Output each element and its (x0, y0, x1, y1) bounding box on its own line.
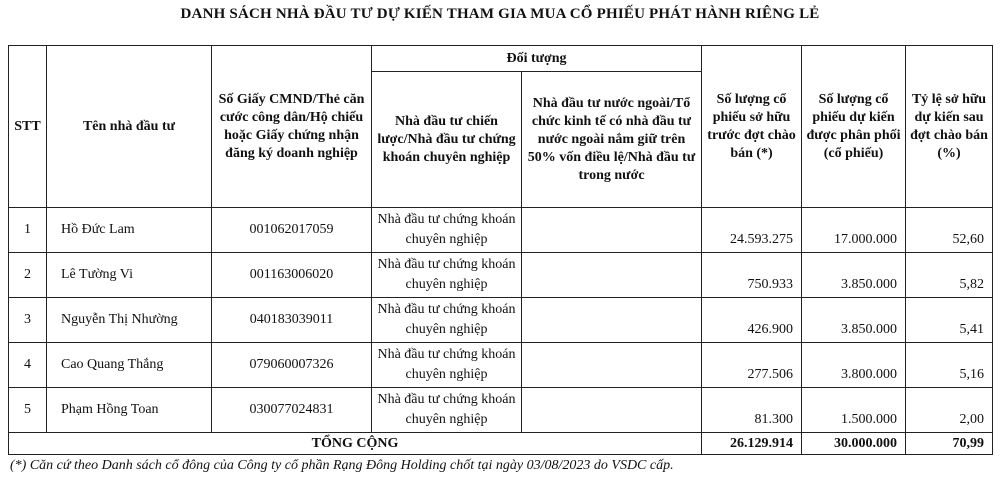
header-strategic: Nhà đầu tư chiến lược/Nhà đầu tư chứng khoán chuyên nghiệp (372, 72, 522, 208)
table-row (9, 388, 993, 433)
total-row (9, 433, 993, 455)
cell-type: Nhà đầu tư chứng khoán chuyên nghiệp (372, 298, 522, 343)
cell-id: 030077024831 (212, 388, 372, 433)
cell-id: 079060007326 (212, 343, 372, 388)
total-allocated: 30.000.000 (802, 433, 906, 455)
cell-before: 277.506 (702, 343, 802, 388)
cell-ratio: 2,00 (906, 388, 993, 433)
cell-allocated: 3.850.000 (802, 298, 906, 343)
cell-name: Cao Quang Thắng (47, 343, 212, 388)
table-row (9, 298, 993, 343)
cell-allocated: 3.850.000 (802, 253, 906, 298)
header-id: Số Giấy CMND/Thẻ căn cước công dân/Hộ chiếu hoặc Giấy chứng nhận đăng ký doanh nghiệp (212, 46, 372, 208)
cell-name: Phạm Hồng Toan (47, 388, 212, 433)
cell-foreign (522, 298, 702, 343)
table-row (9, 208, 993, 253)
cell-foreign (522, 208, 702, 253)
cell-ratio: 5,82 (906, 253, 993, 298)
header-foreign: Nhà đầu tư nước ngoài/Tổ chức kinh tế có nhà đầu tư nước ngoài nắm giữ trên 50% vốn điều lệ/Nhà đầu tư trong nước (522, 72, 702, 208)
cell-stt: 2 (9, 253, 47, 298)
cell-stt: 4 (9, 343, 47, 388)
cell-name: Hồ Đức Lam (47, 208, 212, 253)
header-before: Số lượng cổ phiếu sở hữu trước đợt chào bán (*) (702, 46, 802, 208)
header-ratio: Tỷ lệ sở hữu dự kiến sau đợt chào bán (%) (906, 46, 993, 208)
document-title: DANH SÁCH NHÀ ĐẦU TƯ DỰ KIẾN THAM GIA MUA CỔ PHIẾU PHÁT HÀNH RIÊNG LẺ (180, 6, 820, 22)
cell-foreign (522, 253, 702, 298)
total-ratio: 70,99 (906, 433, 993, 455)
cell-allocated: 17.000.000 (802, 208, 906, 253)
cell-stt: 1 (9, 208, 47, 253)
cell-type: Nhà đầu tư chứng khoán chuyên nghiệp (372, 253, 522, 298)
total-before: 26.129.914 (702, 433, 802, 455)
header-stt: STT (9, 46, 47, 208)
footnote: (*) Căn cứ theo Danh sách cổ đông của Công ty cổ phần Rạng Đông Holding chốt tại ngày 03/08/2023 do VSDC cấp. (10, 458, 674, 473)
table-row (9, 253, 993, 298)
cell-ratio: 52,60 (906, 208, 993, 253)
cell-id: 001062017059 (212, 208, 372, 253)
cell-type: Nhà đầu tư chứng khoán chuyên nghiệp (372, 343, 522, 388)
header-doi-tuong: Đối tượng (372, 46, 702, 72)
cell-before: 426.900 (702, 298, 802, 343)
cell-name: Lê Tường Vi (47, 253, 212, 298)
header-name: Tên nhà đầu tư (47, 46, 212, 208)
cell-foreign (522, 343, 702, 388)
cell-before: 81.300 (702, 388, 802, 433)
cell-id: 040183039011 (212, 298, 372, 343)
table-row (9, 343, 993, 388)
cell-before: 24.593.275 (702, 208, 802, 253)
cell-type: Nhà đầu tư chứng khoán chuyên nghiệp (372, 388, 522, 433)
cell-stt: 3 (9, 298, 47, 343)
cell-stt: 5 (9, 388, 47, 433)
cell-ratio: 5,41 (906, 298, 993, 343)
cell-foreign (522, 388, 702, 433)
cell-allocated: 3.800.000 (802, 343, 906, 388)
cell-id: 001163006020 (212, 253, 372, 298)
investor-table (8, 45, 993, 455)
total-label: TỔNG CỘNG (9, 433, 702, 455)
cell-type: Nhà đầu tư chứng khoán chuyên nghiệp (372, 208, 522, 253)
header-allocated: Số lượng cổ phiếu dự kiến được phân phối (cổ phiếu) (802, 46, 906, 208)
cell-allocated: 1.500.000 (802, 388, 906, 433)
cell-name: Nguyễn Thị Nhường (47, 298, 212, 343)
cell-ratio: 5,16 (906, 343, 993, 388)
cell-before: 750.933 (702, 253, 802, 298)
